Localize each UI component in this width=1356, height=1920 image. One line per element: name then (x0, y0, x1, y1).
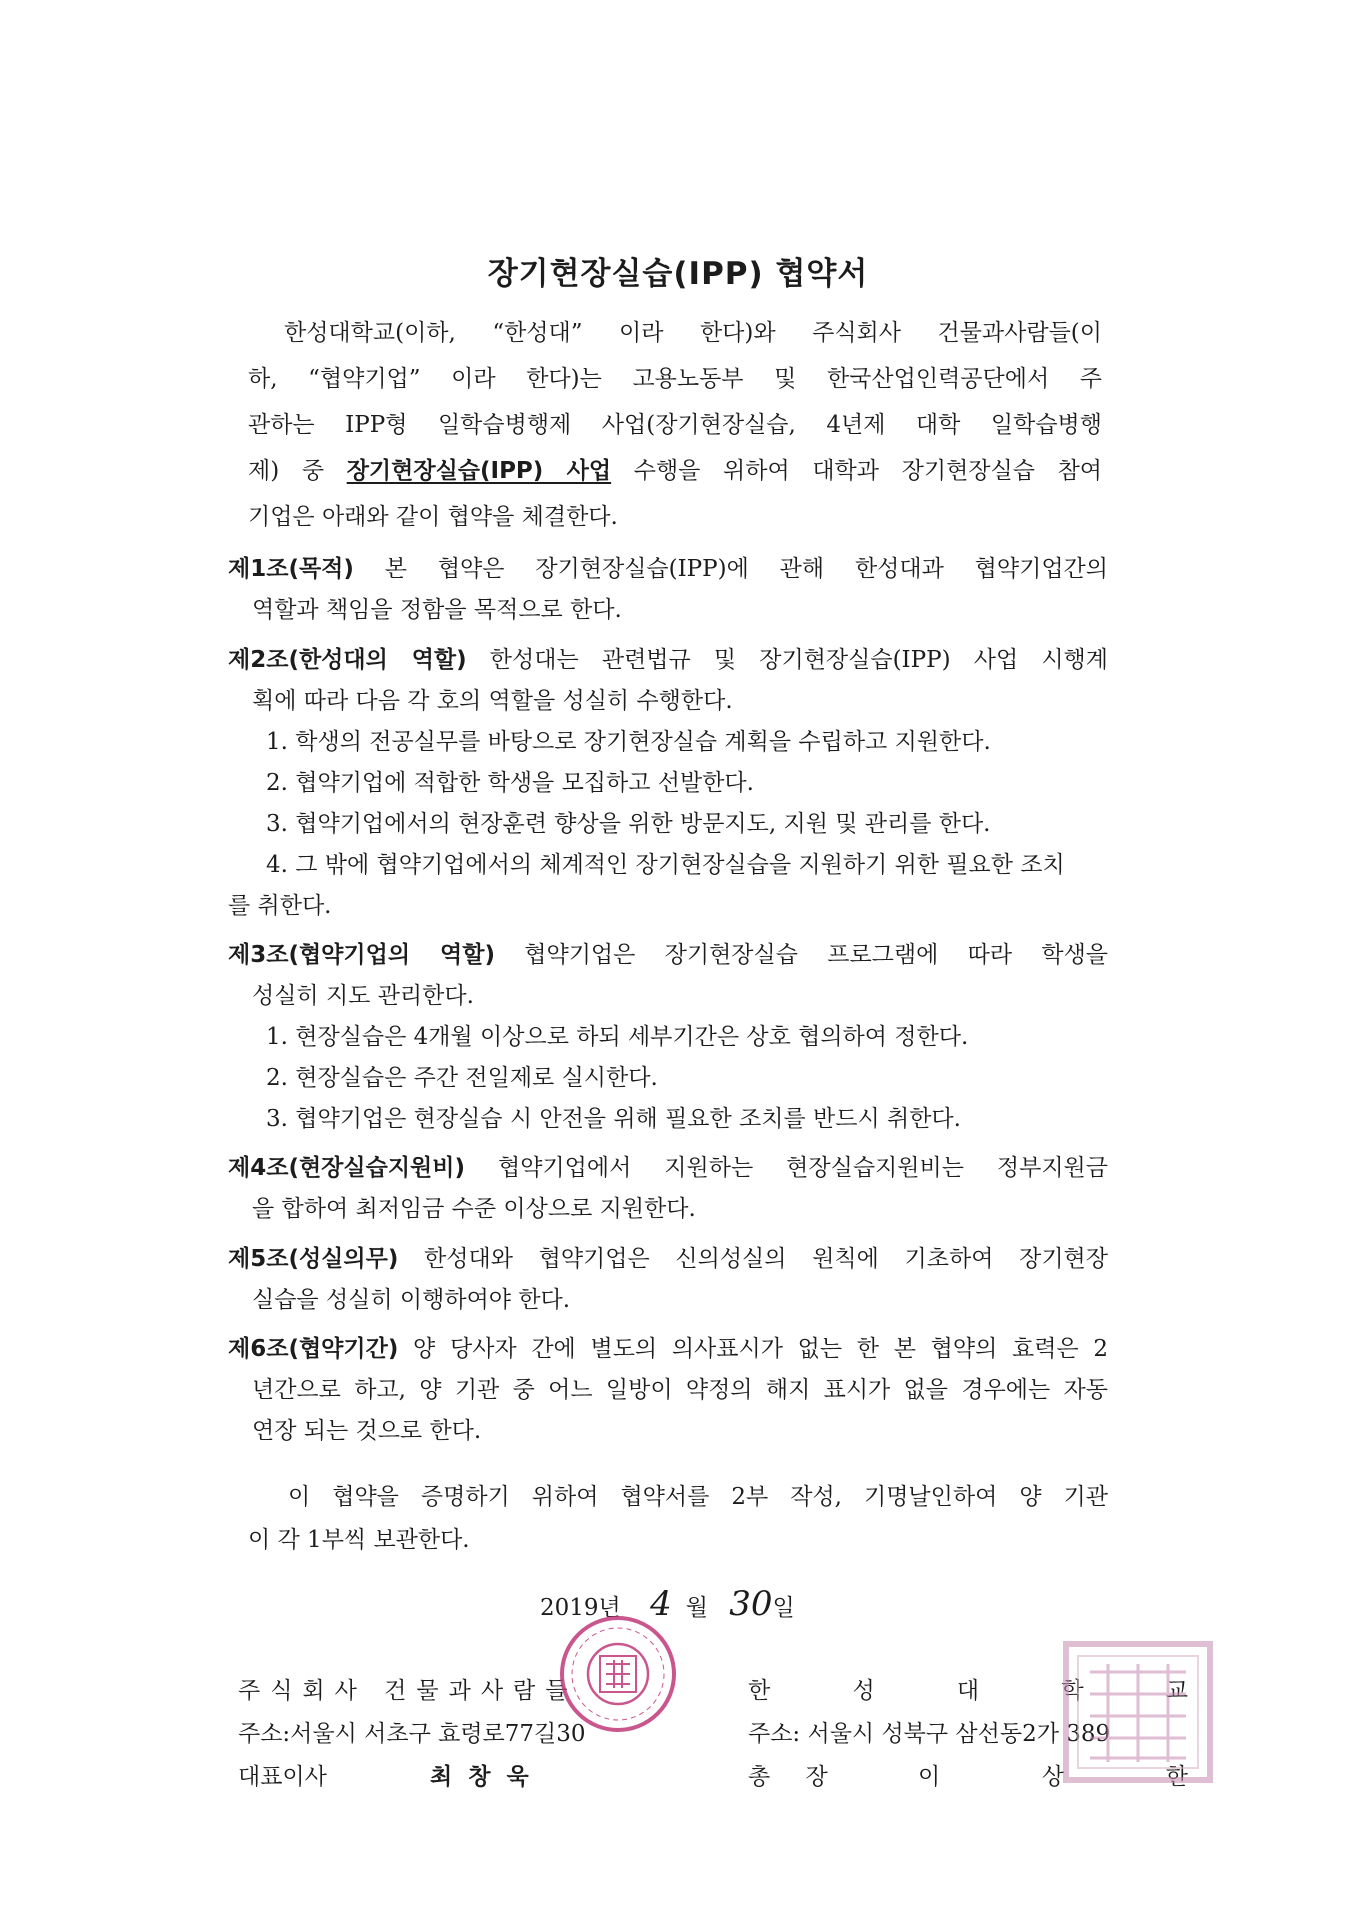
article-5-line-1 (228, 1244, 1108, 1274)
date-month-handwritten: 4 (650, 1584, 672, 1624)
university-pres-label: 총 장 (748, 1764, 842, 1790)
company-rep-name: 최 창 욱 (430, 1764, 533, 1790)
article-2-heading: 제2조(한성대의 역할) (228, 647, 467, 673)
article-3-item-3: 3. 협약기업은 현장실습 시 안전을 위해 필요한 조치를 반드시 취한다. (266, 1106, 961, 1132)
article-3-line-2: 성실히 지도 관리한다. (252, 983, 474, 1009)
article-3-line-1 (228, 940, 1108, 970)
company-seal-stamp (556, 1612, 680, 1736)
intro-line-1: 한성대학교(이하, “한성대” 이라 한다)와 주식회사 건물과사람들(이 (284, 320, 1102, 346)
article-6-heading: 제6조(협약기간) (228, 1336, 399, 1362)
article-6-text: 양 당사자 간에 별도의 의사표시가 없는 한 본 협약의 효력은 2 (398, 1336, 1108, 1362)
university-pres-name-char: 상 (1041, 1764, 1065, 1790)
article-2-text: 한성대는 관련법규 및 장기현장실습(IPP) 사업 시행계 (466, 647, 1108, 673)
intro-text: 수행을 위하여 대학과 장기현장실습 참여 (611, 458, 1103, 484)
article-6-line-1 (228, 1334, 1108, 1364)
university-name-char: 학 (1061, 1678, 1084, 1704)
article-3-heading: 제3조(협약기업의 역할) (228, 942, 495, 968)
article-2-line-2: 획에 따라 다음 각 호의 역할을 성실히 수행한다. (252, 688, 733, 714)
project-name-emphasis: 장기현장실습(IPP) 사업 (346, 458, 612, 484)
article-2-item-4-cont: 를 취한다. (228, 893, 332, 919)
article-1-line-1 (228, 554, 1108, 584)
article-5-heading: 제5조(성실의무) (228, 1246, 399, 1272)
article-6-line-2: 년간으로 하고, 양 기관 중 어느 일방이 약정의 해지 표시가 없을 경우에는 자동 (252, 1377, 1108, 1403)
intro-line-4 (248, 456, 1102, 486)
article-2-item-2: 2. 협약기업에 적합한 학생을 모집하고 선발한다. (266, 770, 754, 796)
intro-text: 제) 중 (248, 458, 347, 484)
company-rep-label: 대표이사 (238, 1764, 327, 1790)
article-2-line-1 (228, 645, 1108, 675)
article-4-line-1 (228, 1153, 1108, 1183)
article-2-item-4: 4. 그 밖에 협약기업에서의 체계적인 장기현장실습을 지원하기 위한 필요한 조치 (266, 852, 1065, 878)
university-name-char: 한 (748, 1678, 771, 1704)
date-day-unit: 일 (772, 1595, 795, 1621)
company-name: 주식회사 건물과사람들 (238, 1678, 578, 1704)
date-month-unit: 월 (685, 1595, 708, 1621)
university-name-char: 성 (852, 1678, 875, 1704)
article-3-item-1: 1. 현장실습은 4개월 이상으로 하되 세부기간은 상호 협의하여 정한다. (266, 1024, 969, 1050)
intro-line-5: 기업은 아래와 같이 협약을 체결한다. (248, 504, 618, 530)
university-address: 주소: 서울시 성북구 삼선동2가 389 (748, 1721, 1111, 1747)
article-1-line-2: 역할과 책임을 정함을 목적으로 한다. (252, 597, 622, 623)
article-2-item-1: 1. 학생의 전공실무를 바탕으로 장기현장실습 계획을 수립하고 지원한다. (266, 729, 991, 755)
intro-line-3: 관하는 IPP형 일학습병행제 사업(장기현장실습, 4년제 대학 일학습병행 (248, 412, 1102, 438)
university-pres-name-char: 한 (1165, 1764, 1188, 1790)
article-6-line-3: 연장 되는 것으로 한다. (252, 1418, 482, 1444)
university-name-char: 대 (956, 1678, 980, 1704)
intro-line-2: 하, “협약기업” 이라 한다)는 고용노동부 및 한국산업인력공단에서 주 (248, 366, 1102, 392)
date-day-handwritten: 30 (729, 1584, 773, 1624)
university-name-char: 교 (1165, 1678, 1188, 1704)
company-address: 주소:서울시 서초구 효령로77길30 (238, 1721, 586, 1747)
closing-line-1: 이 협약을 증명하기 위하여 협약서를 2부 작성, 기명날인하여 양 기관 (288, 1484, 1108, 1510)
closing-line-2: 이 각 1부씩 보관한다. (248, 1527, 470, 1553)
article-3-text: 협약기업은 장기현장실습 프로그램에 따라 학생을 (494, 942, 1109, 968)
article-4-heading: 제4조(현장실습지원비) (228, 1155, 465, 1181)
date-year: 2019년 (540, 1595, 621, 1621)
article-5-text: 한성대와 협약기업은 신의성실의 원칙에 기초하여 장기현장 (398, 1246, 1108, 1272)
university-seal-stamp (1060, 1638, 1216, 1786)
article-1-heading: 제1조(목적) (228, 556, 354, 582)
article-1-text: 본 협약은 장기현장실습(IPP)에 관해 한성대과 협약기업간의 (353, 556, 1108, 582)
article-5-line-2: 실습을 성실히 이행하여야 한다. (252, 1287, 571, 1313)
document-title: 장기현장실습(IPP) 협약서 (487, 256, 869, 292)
article-2-item-3: 3. 협약기업에서의 현장훈련 향상을 위한 방문지도, 지원 및 관리를 한다. (266, 811, 991, 837)
article-4-text: 협약기업에서 지원하는 현장실습지원비는 정부지원금 (465, 1155, 1108, 1181)
article-4-line-2: 을 합하여 최저임금 수준 이상으로 지원한다. (252, 1196, 696, 1222)
article-3-item-2: 2. 현장실습은 주간 전일제로 실시한다. (266, 1065, 658, 1091)
university-pres-name-char: 이 (918, 1764, 941, 1790)
